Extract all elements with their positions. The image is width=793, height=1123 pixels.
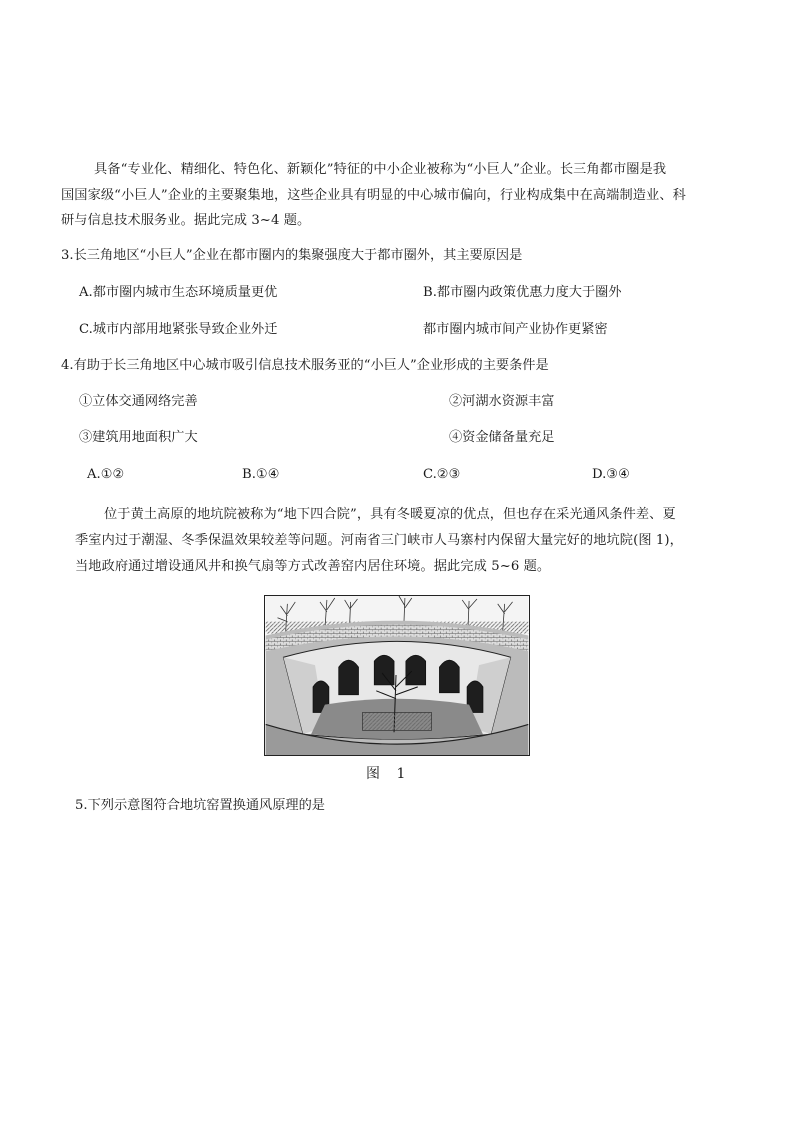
passage2-line2: 季室内过于潮湿、冬季保温效果较差等问题。河南省三门峡市人马寨村内保留大量完好的地坑院(图 1)， [75,533,683,548]
figure-1-caption: 图 1 [366,766,412,782]
figure-1-photo [264,595,530,756]
passage1-line3: 研与信息技术服务业。据此完成 3~4 题。 [61,213,311,228]
q3-option-b: B.都市圈内政策优惠力度大于圈外 [423,285,622,300]
q4-option-c: C.②③ [423,467,461,482]
q3-option-d: 都市圈内城市间产业协作更紧密 [423,322,608,337]
q3-option-a: A.都市圈内城市生态环境质量更优 [79,285,278,300]
q4-item-2: ②河湖水资源丰富 [449,394,555,409]
q5-stem: 5.下列示意图符合地坑窑置换通风原理的是 [75,798,325,813]
passage2-line1: 位于黄土高原的地坑院被称为“地下四合院”，具有冬暖夏凉的优点，但也存在采光通风条件差、夏 [104,507,676,522]
passage2-line3: 当地政府通过增设通风井和换气扇等方式改善窑内居住环境。据此完成 5~6 题。 [75,559,551,574]
q3-stem: 3.长三角地区“小巨人”企业在都市圈内的集聚强度大于都市圈外，其主要原因是 [61,248,523,263]
passage1-line1: 具备“专业化、精细化、特色化、新颖化”特征的中小企业被称为“小巨人”企业。长三角都市圈是我 [94,162,667,177]
courtyard-photo-drawing [265,596,529,755]
q4-item-4: ④资金储备量充足 [449,430,555,445]
q4-option-b: B.①④ [242,467,280,482]
q4-stem: 4.有助于长三角地区中心城市吸引信息技术服务亚的“小巨人”企业形成的主要条件是 [61,358,549,373]
q4-item-1: ①立体交通网络完善 [79,394,198,409]
q4-option-a: A.①② [87,467,125,482]
q4-item-3: ③建筑用地面积广大 [79,430,198,445]
q4-option-d: D.③④ [592,467,630,482]
q3-option-c: C.城市内部用地紧张导致企业外迁 [79,322,278,337]
passage1-line2: 国国家级“小巨人”企业的主要聚集地，这些企业具有明显的中心城市偏向，行业构成集中在高端制造业、科 [61,188,686,203]
